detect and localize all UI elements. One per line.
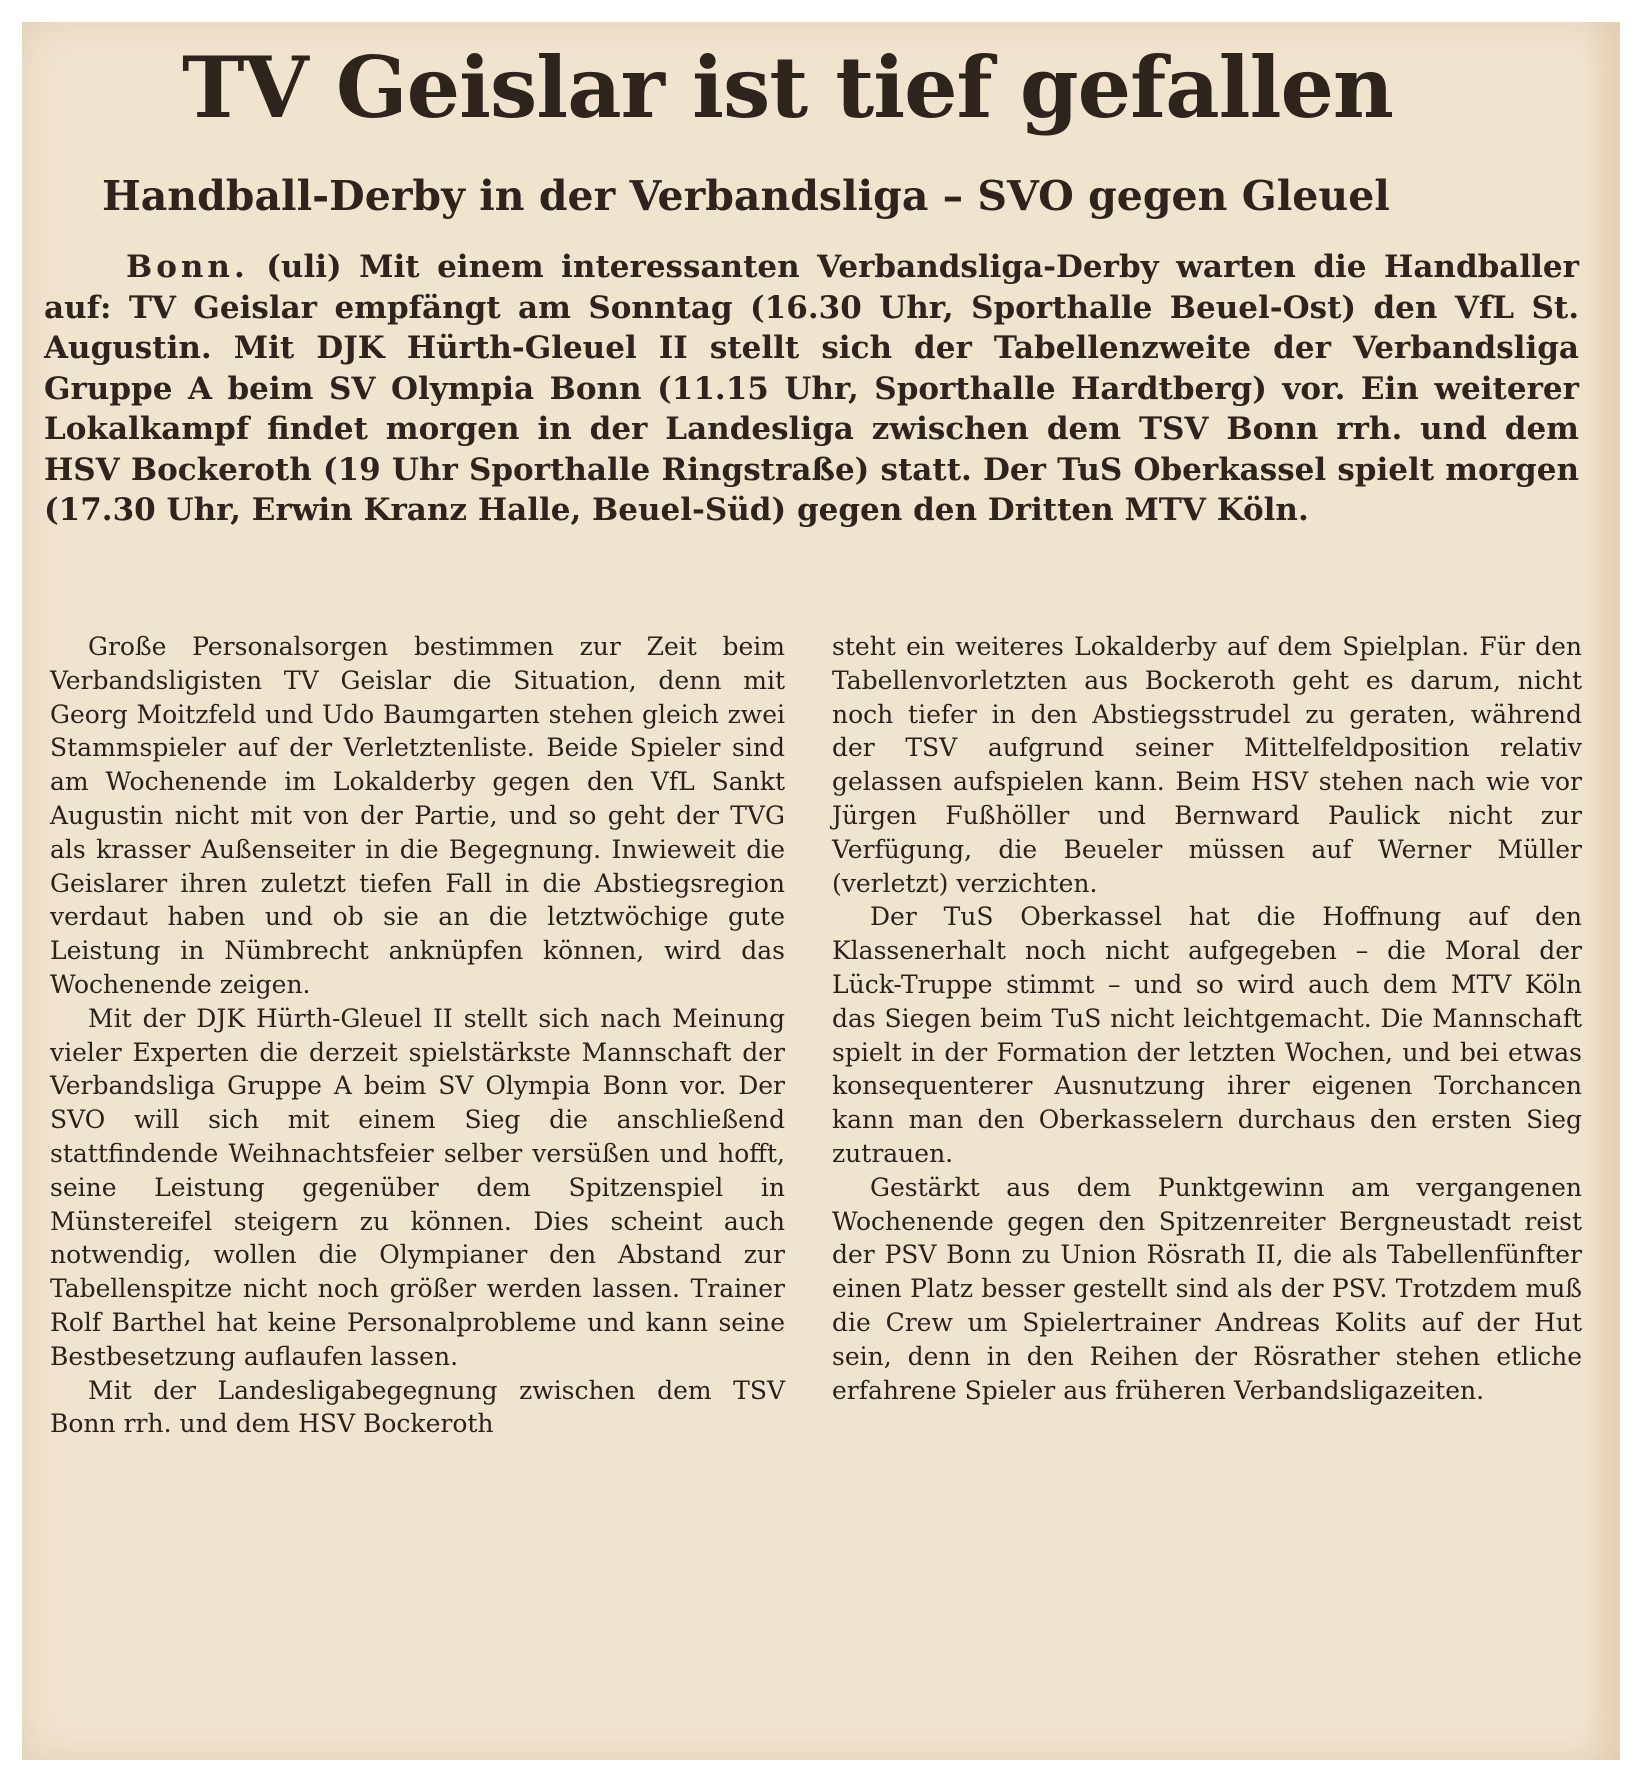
lead-dateline: Bonn.	[126, 249, 249, 285]
body-paragraph: Der TuS Oberkassel hat die Hoffnung auf den Klassenerhalt noch nicht aufgegeben – die Moral der Lück-Truppe stimmt – und so wird auch dem MTV Köln das Siegen beim TuS nicht leichtgemacht. Die Mannschaft spielt in der Formation der letzten Wochen, und bei etwas konsequenterer Ausnutzung ihrer eigenen Torchancen kann man den Oberkasselern durchaus den ersten Sieg zutrauen.	[832, 902, 1582, 1168]
lead-paragraph	[44, 247, 1579, 531]
left-column	[50, 630, 785, 1441]
right-column	[832, 630, 1582, 1407]
lead-text: (uli) Mit einem interessanten Verbandsliga-Derby warten die Handballer auf: TV Geislar empfängt am Sonntag (16.30 Uhr, Sporthalle Beuel-Ost) den VfL St. Augustin. Mit DJK Hürth-Gleuel II stellt sich der Tabellenzweite der Verbandsliga Gruppe A beim SV Olympia Bonn (11.15 Uhr, Sporthalle Hardtberg) vor. Ein weiterer Lokalkampf findet morgen in der Landesliga zwischen dem TSV Bonn rrh. und dem HSV Bockeroth (19 Uhr Sporthalle Ringstraße) statt. Der TuS Oberkassel spielt morgen (17.30 Uhr, Erwin Kranz Halle, Beuel-Süd) gegen den Dritten MTV Köln.	[44, 249, 1579, 528]
body-paragraph: Gestärkt aus dem Punktgewinn am vergangenen Wochenende gegen den Spitzenreiter Bergneustadt reist der PSV Bonn zu Union Rösrath II, die als Tabellenfünfter einen Platz besser gestellt sind als der PSV. Trotzdem muß die Crew um Spielertrainer Andreas Kolits auf der Hut sein, denn in den Reihen der Rösrather stehen etliche erfahrene Spieler aus früheren Verbandsligazeiten.	[832, 1172, 1582, 1405]
headline: TV Geislar ist tief gefallen	[182, 38, 1393, 137]
subheadline: Handball-Derby in der Verbandsliga – SVO gegen Gleuel	[102, 172, 1390, 220]
body-paragraph: Mit der DJK Hürth-Gleuel II stellt sich nach Meinung vieler Experten die derzeit spielstärkste Mannschaft der Verbandsliga Gruppe A beim SV Olympia Bonn vor. Der SVO will sich mit einem Sieg die anschließend stattfindende Weihnachtsfeier selber versüßen und hofft, seine Leistung gegenüber dem Spitzenspiel in Münstereifel steigern zu können. Dies scheint auch notwendig, wollen die Olympianer den Abstand zur Tabellenspitze nicht noch größer werden lassen. Trainer Rolf Barthel hat keine Personalprobleme und kann seine Bestbesetzung auflaufen lassen.	[50, 1003, 785, 1371]
body-paragraph: Große Personalsorgen bestimmen zur Zeit beim Verbandsligisten TV Geislar die Situation, denn mit Georg Moitzfeld und Udo Baumgarten stehen gleich zwei Stammspieler auf der Verletztenliste. Beide Spieler sind am Wochenende im Lokalderby gegen den VfL Sankt Augustin nicht mit von der Partie, und so geht der TVG als krasser Außenseiter in die Begegnung. Inwieweit die Geislarer ihren zuletzt tiefen Fall in die Abstiegsregion verdaut haben und ob sie an die letztwöchige gute Leistung in Nümbrecht anknüpfen können, wird das Wochenende zeigen.	[50, 632, 785, 999]
body-paragraph-continued: steht ein weiteres Lokalderby auf dem Spielplan. Für den Tabellenvorletzten aus Bockeroth geht es darum, nicht noch tiefer in den Abstiegsstrudel zu geraten, während der TSV aufgrund seiner Mittelfeldposition relativ gelassen aufspielen kann. Beim HSV stehen nach wie vor Jürgen Fußhöller und Bernward Paulick nicht zur Verfügung, die Beueler müssen auf Werner Müller (verletzt) verzichten.	[832, 632, 1582, 898]
newspaper-clipping	[22, 22, 1620, 1760]
body-paragraph: Mit der Landesligabegegnung zwischen dem TSV Bonn rrh. und dem HSV Bockeroth	[50, 1375, 785, 1439]
